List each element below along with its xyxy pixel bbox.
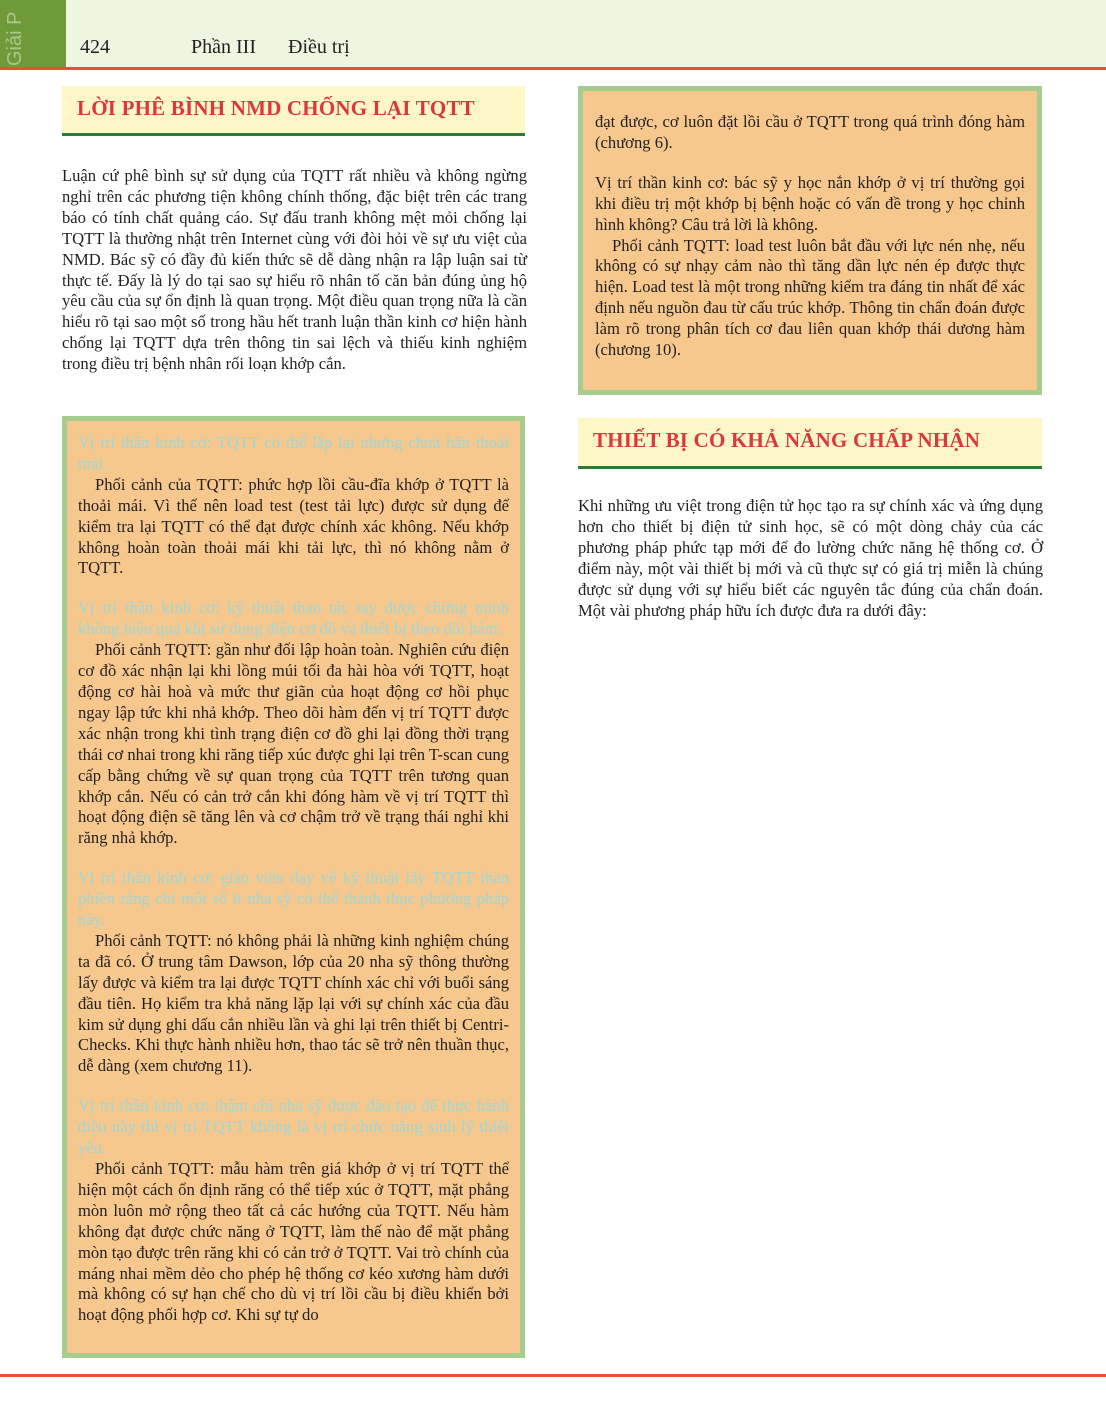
header-rule <box>0 67 1106 70</box>
box-question-1: Vị trí thần kinh cơ: TQTT có thể lặp lại nhưng chưa hẳn thoải mái <box>78 433 509 473</box>
box-spacer <box>595 154 1025 173</box>
box-question-3: Vị trí thần kinh cơ: giáo viên dạy về kỹ thuật lấy TQTT than phiền rằng chỉ một số ít nha sỹ có thể thành thục phương pháp này. <box>78 868 509 930</box>
box-answer-3: Phối cảnh TQTT: nó không phải là những kinh nghiệm chúng ta đã có. Ở trung tâm Dawson, lớp của 20 nha sỹ thông thường lấy được và kiểm tra lại được TQTT chính xác chỉ với buổi sáng đầu tiên. Họ kiểm tra khả năng lặp lại với sự chính xác của đầu kim sử dụng ghi dấu cắn nhiều lần và ghi lại trên thiết bị Centri-Checks. Khi thực hành nhiều hơn, thao tác sẽ trở nên thuần thục, dễ dàng (xem chương 11). <box>78 930 509 1076</box>
header-chapter: Điều trị <box>288 36 350 58</box>
box-spacer <box>78 579 509 598</box>
box-answer-2: Phối cảnh TQTT: gần như đối lập hoàn toàn. Nghiên cứu điện cơ đồ xác nhận lại khi lồng múi tối đa hài hòa với TQTT, hoạt động cơ hài hoà và mức thư giãn của hoạt động cơ hồi phục ngay lập tức khi nhả khớp. Theo dõi hàm đến vị trí TQTT được xác nhận trong khi tình trạng điện cơ đồ ghi lại đồng thời trạng thái cơ nhai trong khi răng tiếp xúc được ghi lại trên T-scan cung cấp bằng chứng về sự quan trọng của TQTT trên tương quan khớp cắn. Nếu có cản trở cắn khi đóng hàm về vị trí TQTT thì hoạt động điện sẽ tăng lên và cơ chậm trở về trạng thái nghỉ khi răng nhả khớp. <box>78 640 509 848</box>
footer-rule <box>0 1374 1106 1377</box>
box-continuation: đạt được, cơ luôn đặt lồi cầu ở TQTT trong quá trình đóng hàm (chương 6). <box>595 112 1025 152</box>
section-heading-devices-text: THIẾT BỊ CÓ KHẢ NĂNG CHẤP NHẬN <box>593 428 981 452</box>
left-sidebar-box <box>62 416 525 1358</box>
section-heading-critique-text: LỜI PHÊ BÌNH NMD CHỐNG LẠI TQTT <box>77 96 475 120</box>
side-tab-label: Giải P <box>4 11 26 66</box>
side-tab <box>0 0 66 68</box>
box-spacer <box>78 1077 509 1096</box>
box-question-2: Vị trí thần kinh cơ: kỹ thuật thao tác tay được chứng minh không hiệu quả khi sử dụng điện cơ đồ và thiết bị theo dõi hàm. <box>78 598 509 639</box>
box-question-5: Vị trí thần kinh cơ: bác sỹ y học nắn khớp ở vị trí thường gọi khi điều trị một khớp bị bệnh hoặc có vấn đề trong y học chỉnh hình không? Câu trả lời là không. <box>595 172 1025 234</box>
critique-paragraph: Luận cứ phê bình sự sử dụng của TQTT rất nhiều và không ngừng nghỉ trên các phương tiện không chính thống, đặc biệt trên các trang báo có tính chất quảng cáo. Sự đấu tranh không mệt mỏi chống lại TQTT là thường nhật trên Internet cùng với đòi hỏi về sự ưu việt của NMD. Bác sỹ có đầy đủ kiến thức sẽ dễ dàng nhận ra lập luận sai từ thực tế. Đấy là lý do tại sao sự hiểu rõ nhân tố căn bản đúng ủng hộ yêu cầu của sự ổn định là quan trọng. Một điều quan trọng nữa là cần hiểu rõ tại sao một số trong hầu hết tranh luận thần kinh cơ hiện hành chống lại TQTT dựa trên thông tin sai lệch và thiếu kinh nghiệm trong điều trị bệnh nhân rối loạn khớp cắn. <box>62 166 527 374</box>
box-question-4: Vị trí thần kinh cơ: thậm chí nha sỹ được đào tạo để thực hành điều này thì vị trí TQTT không là vị trí chức năng sinh lý thiết yếu. <box>78 1096 509 1158</box>
header-part: Phần III <box>191 36 256 58</box>
box-answer-4: Phối cảnh TQTT: mẫu hàm trên giá khớp ở vị trí TQTT thể hiện một cách ổn định răng có thể tiếp xúc ở TQTT, mặt phẳng mòn luôn mở rộng theo tất cả các hướng của TQTT. Nếu hàm không đạt được chức năng ở TQTT, làm thế nào để mặt phẳng mòn tạo được trên răng khi có cản trở ở TQTT. Vai trò chính của máng nhai mềm dẻo cho phép hệ thống cơ kéo xương hàm dưới mà không có sự hạn chế cho dù vị trí lồi cầu bị điều khiển bởi hoạt động phối hợp cơ. Khi sự tự do <box>78 1159 509 1325</box>
box-answer-1: Phối cảnh của TQTT: phức hợp lồi cầu-đĩa khớp ở TQTT là thoải mái. Vì thế nên load test (test tải lực) được sử dụng để kiểm tra lại TQTT có thể đạt được chính xác không. Nếu khớp không hoàn toàn thoải mái khi tải lực, thì nó không nằm ở TQTT. <box>78 474 509 578</box>
box-answer-5: Phối cảnh TQTT: load test luôn bắt đầu với lực nén nhẹ, nếu không có sự nhạy cảm nào thì tăng dần lực nén ép được thực hiện. Load test là một trong những kiểm tra đáng tin nhất để xác định nếu nguồn đau từ cấu trúc khớp. Thông tin chẩn đoán được làm rõ trong phân tích cơ đau liên quan khớp thái dương hàm (chương 10). <box>595 235 1025 360</box>
box-spacer <box>78 849 509 868</box>
page-number: 424 <box>80 36 110 58</box>
running-header <box>0 0 1106 68</box>
devices-paragraph: Khi những ưu việt trong điện tử học tạo ra sự chính xác và ứng dụng hơn cho thiết bị điện tử sinh học, sẽ có một dòng chảy của các phương pháp phức tạp mới để đo lường chức năng hệ thống cơ. Ở điểm này, một vài thiết bị mới và cũ thực sự có giá trị miễn là chúng được sử dụng với sự hiểu biết các nguyên tắc đúng của chẩn đoán. Một vài phương pháp hữu ích được đưa ra dưới đây: <box>578 496 1043 620</box>
section-heading-devices <box>578 418 1042 469</box>
section-heading-critique <box>62 86 525 136</box>
right-sidebar-box <box>578 86 1042 395</box>
